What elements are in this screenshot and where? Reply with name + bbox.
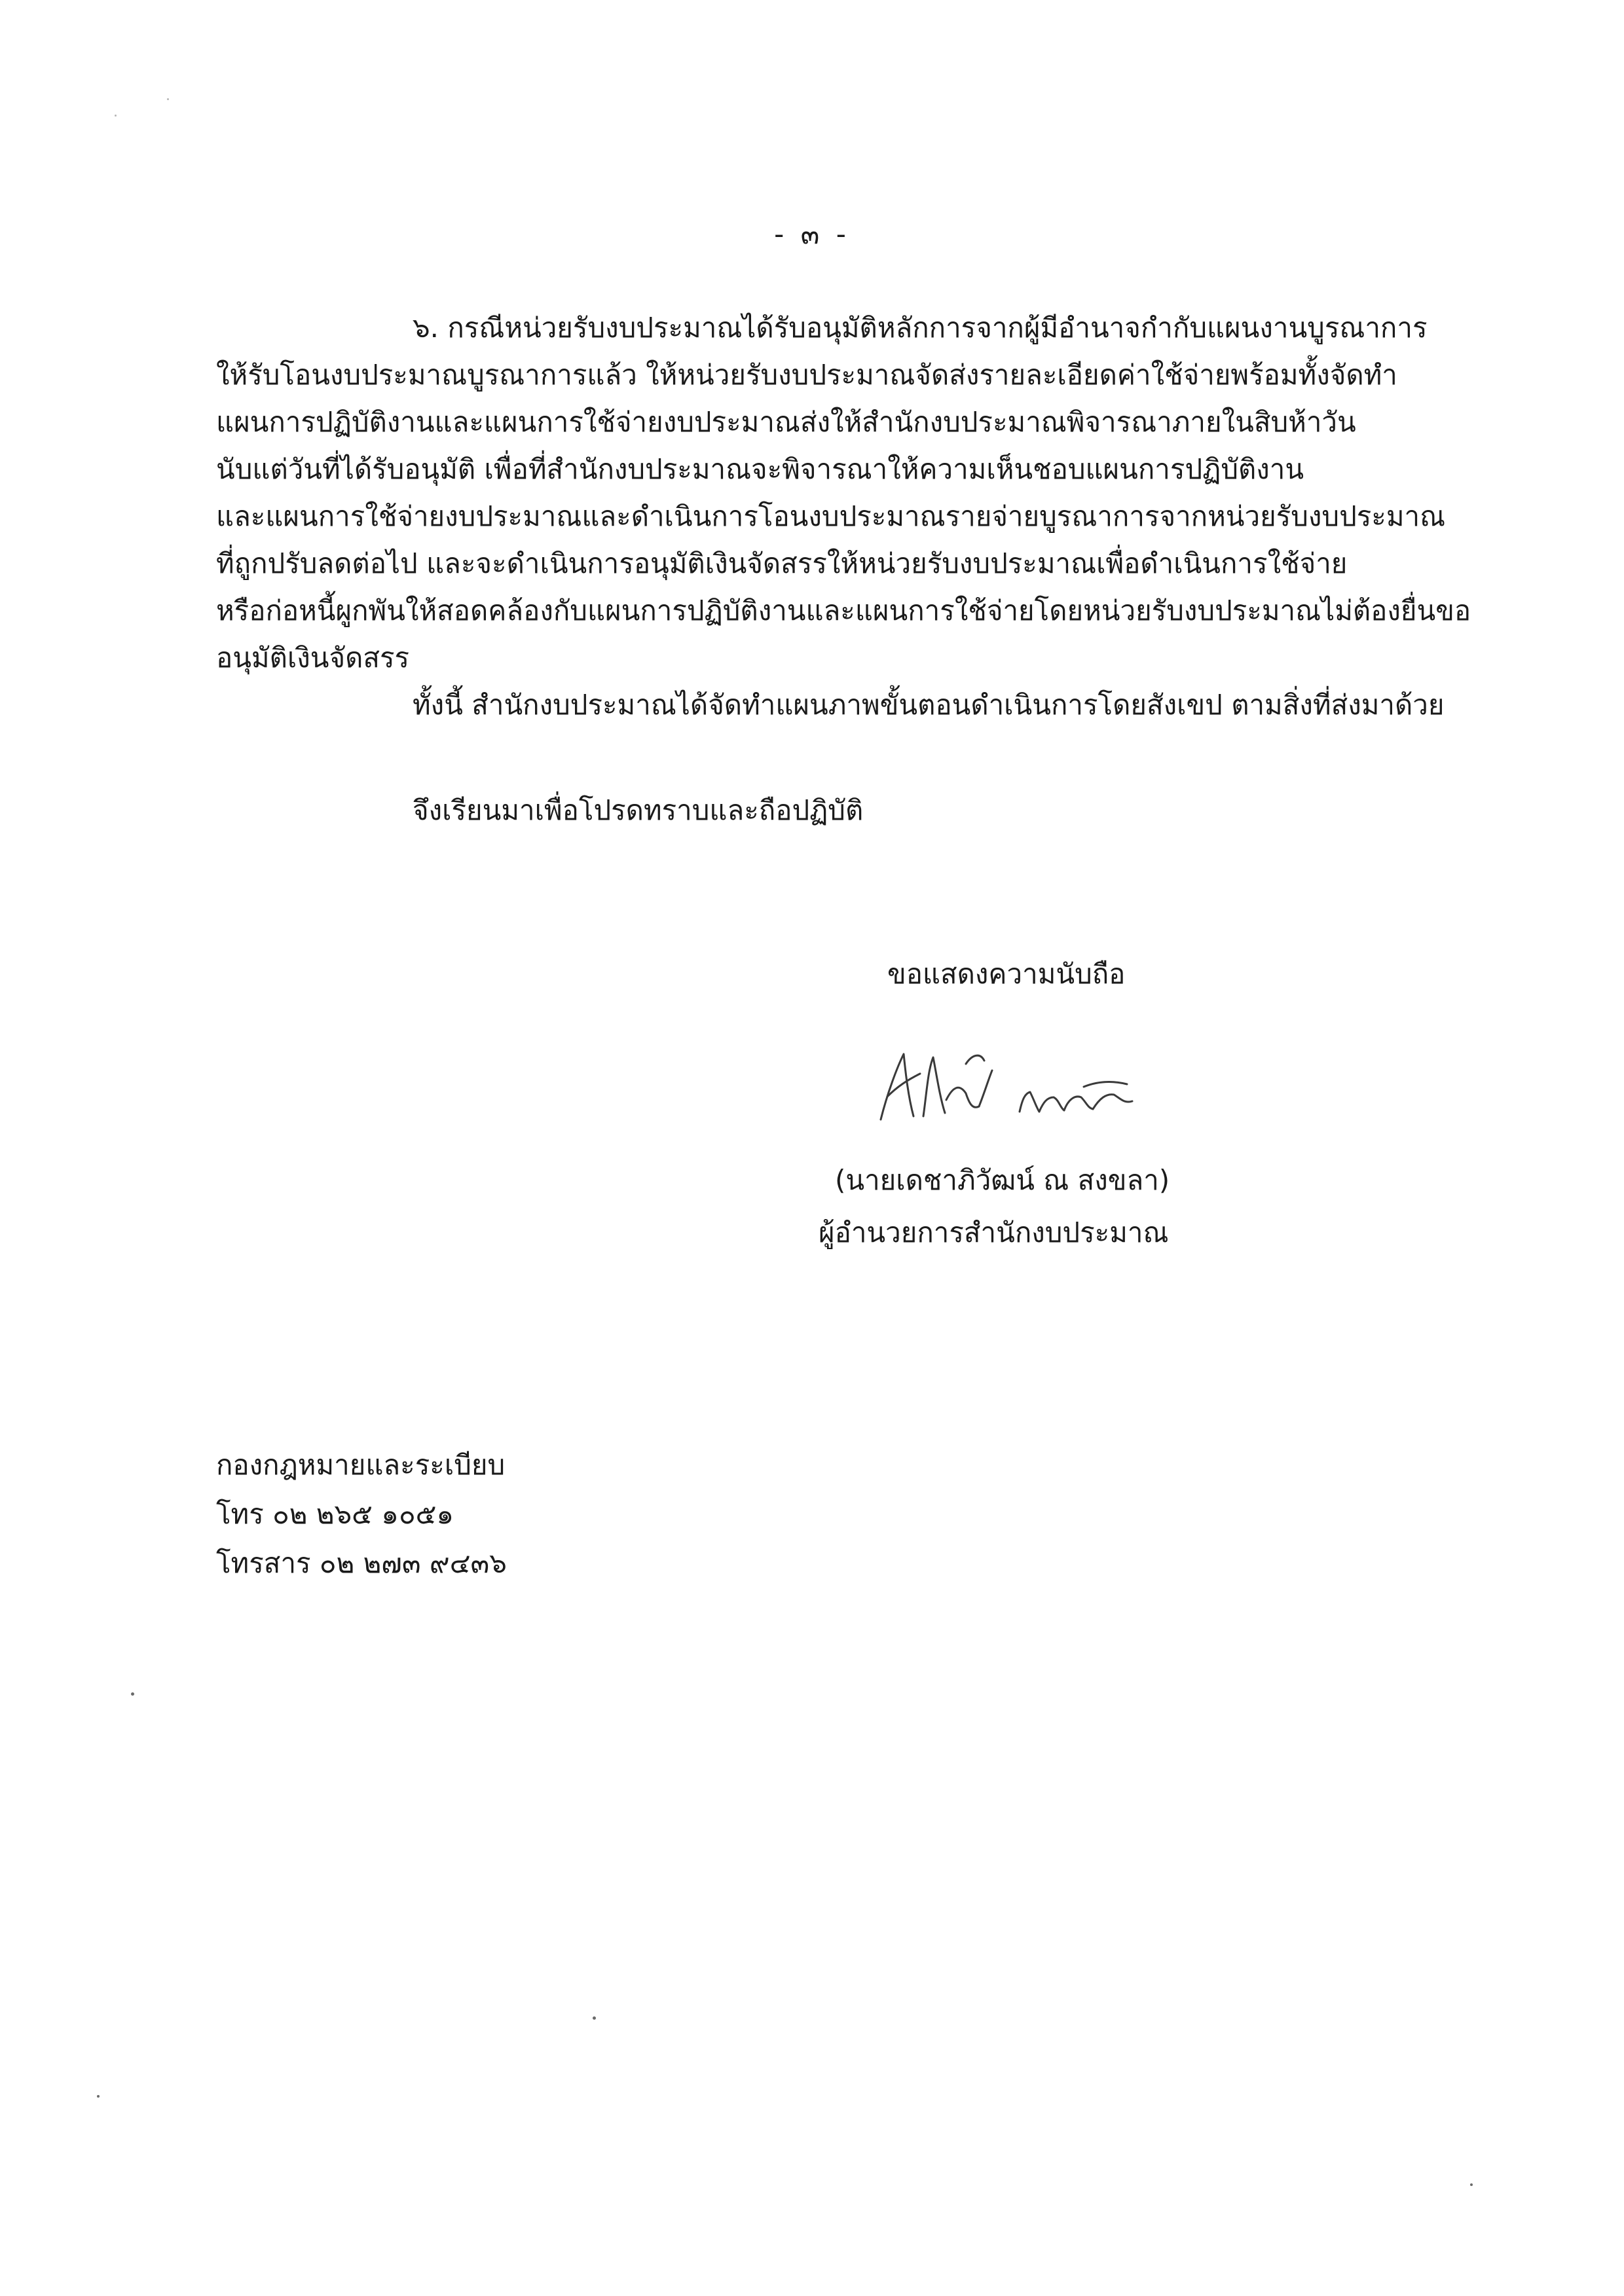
contact-block [216, 1440, 507, 1588]
scan-speck [97, 2095, 100, 2098]
body-line: แผนการปฏิบัติงานและแผนการใช้จ่ายงบประมาณส่งให้สำนักงบประมาณพิจารณาภายในสิบห้าวัน [216, 406, 1356, 438]
body-line: นับแต่วันที่ได้รับอนุมัติ เพื่อที่สำนักงบประมาณจะพิจารณาให้ความเห็นชอบแผนการปฏิบัติงาน [216, 453, 1304, 485]
body-paragraph [216, 304, 1471, 729]
body-line: ให้รับโอนงบประมาณบูรณาการแล้ว ให้หน่วยรับงบประมาณจัดส่งรายละเอียดค่าใช้จ่ายพร้อมทั้งจัดทำ [216, 359, 1397, 391]
handwritten-signature [868, 1034, 1156, 1139]
phone-number: โทร ๐๒ ๒๖๕ ๑๐๕๑ [216, 1498, 454, 1530]
signoff-text: ขอแสดงความนับถือ [887, 958, 1126, 990]
fax-number: โทรสาร ๐๒ ๒๗๓ ๙๔๓๖ [216, 1547, 507, 1579]
body-line-note: ทั้งนี้ สำนักงบประมาณได้จัดทำแผนภาพขั้นตอนดำเนินการโดยสังเขป ตามสิ่งที่ส่งมาด้วย [413, 689, 1445, 721]
signer-name: (นายเดชาภิวัฒน์ ณ สงขลา) [835, 1164, 1170, 1196]
page-number: - ๓ - [774, 218, 850, 250]
scan-speck [115, 115, 117, 117]
closing-text: จึงเรียนมาเพื่อโปรดทราบและถือปฏิบัติ [413, 794, 864, 826]
scan-speck [131, 1692, 134, 1696]
scan-speck [167, 98, 169, 100]
body-line: ที่ถูกปรับลดต่อไป และจะดำเนินการอนุมัติเงินจัดสรรให้หน่วยรับงบประมาณเพื่อดำเนินการใช้จ่าย [216, 547, 1348, 579]
body-line: หรือก่อหนี้ผูกพันให้สอดคล้องกับแผนการปฏิบัติงานและแผนการใช้จ่ายโดยหน่วยรับงบประมาณไม่ต้องยื่นขอ [216, 594, 1471, 627]
body-line: และแผนการใช้จ่ายงบประมาณและดำเนินการโอนงบประมาณรายจ่ายบูรณาการจากหน่วยรับงบประมาณ [216, 500, 1446, 532]
department-name: กองกฎหมายและระเบียบ [216, 1449, 506, 1481]
scan-speck [1470, 2183, 1473, 2186]
body-line: ๖. กรณีหน่วยรับงบประมาณได้รับอนุมัติหลักการจากผู้มีอำนาจกำกับแผนงานบูรณาการ [413, 312, 1428, 344]
scan-speck [593, 2016, 596, 2020]
body-line: อนุมัติเงินจัดสรร [216, 642, 410, 674]
signer-title: ผู้อำนวยการสำนักงบประมาณ [819, 1216, 1169, 1248]
